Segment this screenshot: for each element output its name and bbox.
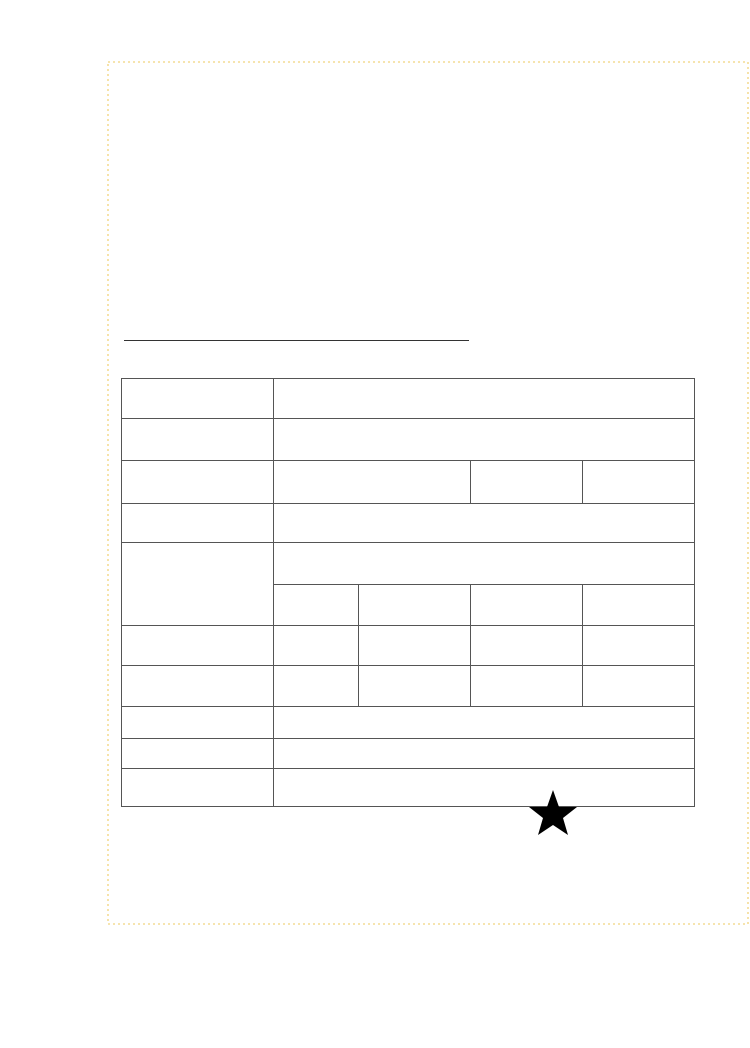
column-office (471, 585, 583, 626)
table-row (122, 504, 695, 543)
table-row (122, 626, 695, 666)
table-row (122, 666, 695, 707)
units-commercial (359, 666, 471, 707)
table-row (122, 379, 695, 419)
area-other (583, 626, 695, 666)
column-other (583, 585, 695, 626)
presale-header (274, 543, 695, 585)
table-row (122, 543, 695, 585)
official-seal (478, 740, 628, 890)
cert-no-value (274, 461, 471, 504)
land-use-label (471, 461, 583, 504)
units-residential (274, 666, 359, 707)
area-office (471, 626, 583, 666)
location-value (274, 419, 695, 461)
table-row (122, 707, 695, 739)
survey-no-value (274, 504, 695, 543)
location-label (122, 419, 274, 461)
project-name-label (122, 379, 274, 419)
other-rights-label (122, 769, 274, 807)
survey-no-label (122, 504, 274, 543)
column-residential (274, 585, 359, 626)
bank-value (274, 707, 695, 739)
units-label (122, 666, 274, 707)
land-use-value (583, 461, 695, 504)
table-row (122, 461, 695, 504)
area-label (122, 626, 274, 666)
bank-label (122, 707, 274, 739)
cert-no-label (122, 461, 274, 504)
company-name (124, 320, 469, 341)
units-other (583, 666, 695, 707)
table-row (122, 419, 695, 461)
area-residential (274, 626, 359, 666)
area-commercial (359, 626, 471, 666)
column-commercial (359, 585, 471, 626)
units-office (471, 666, 583, 707)
project-name-value (274, 379, 695, 419)
account-label (122, 739, 274, 769)
presale-label (122, 543, 274, 626)
